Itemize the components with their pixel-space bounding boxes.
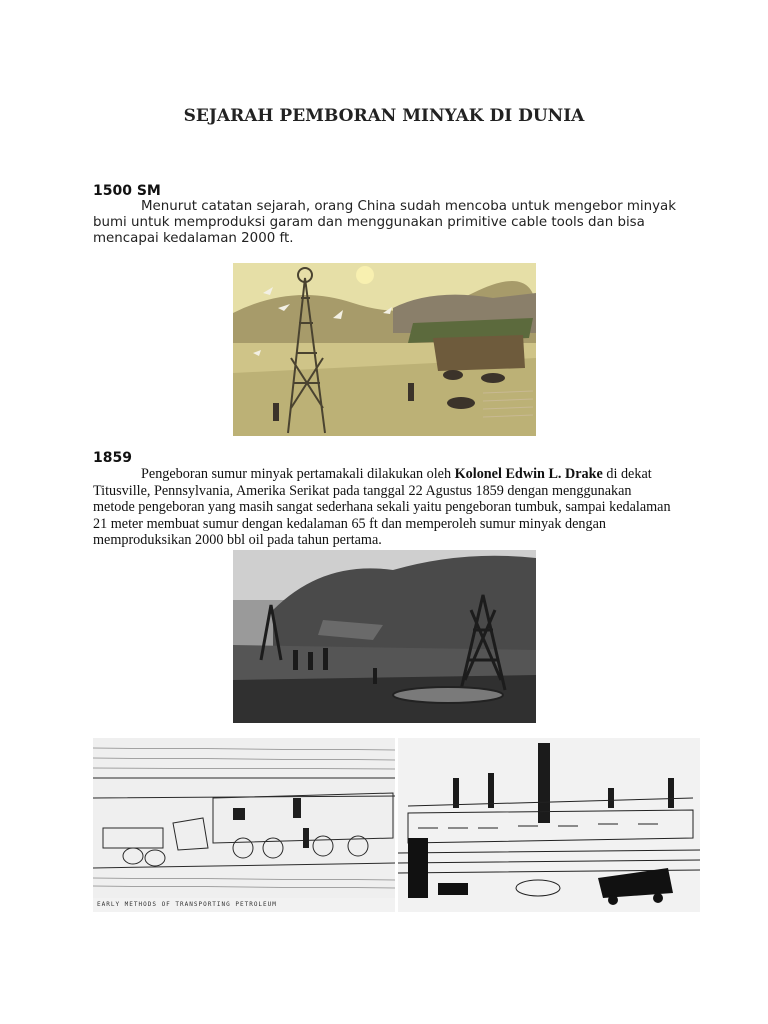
section-heading-1500-sm: 1500 SM <box>93 183 161 199</box>
section-text-1859-part1: Pengeboran sumur minyak pertamakali dilakukan oleh <box>141 466 455 482</box>
oil-transport-engraving <box>93 738 395 912</box>
section-text-1859-part2: di dekat Titusville, Pennsylvania, Amerika Serikat pada tanggal 22 Agustus 1859 dengan menggunakan metode pengeboran yang masih sangat sederhana sekali yaitu pengeboran tumbuk, sampai kedalaman 21 meter membuat sumur dengan kedalaman 65 ft dan memperoleh sumur minyak dengan memproduksikan 2000 bbl oil pada tahun pertama. <box>93 466 671 549</box>
drake-name: Kolonel Edwin L. Drake <box>454 466 603 482</box>
section-heading-1859: 1859 <box>93 450 132 466</box>
section-text-1859 <box>93 466 673 549</box>
chinese-drilling-painting <box>233 263 536 436</box>
refinery-engraving <box>398 738 700 912</box>
section-text-1500-sm: Menurut catatan sejarah, orang China sudah mencoba untuk mengebor minyak bumi untuk memproduksi garam dan menggunakan primitive cable tools dan bisa mencapai kedalaman 2000 ft. <box>93 199 677 246</box>
drake-well-photo <box>233 550 536 723</box>
engraving-caption: EARLY METHODS OF TRANSPORTING PETROLEUM <box>93 898 395 912</box>
page-title: SEJARAH PEMBORAN MINYAK DI DUNIA <box>183 106 585 126</box>
